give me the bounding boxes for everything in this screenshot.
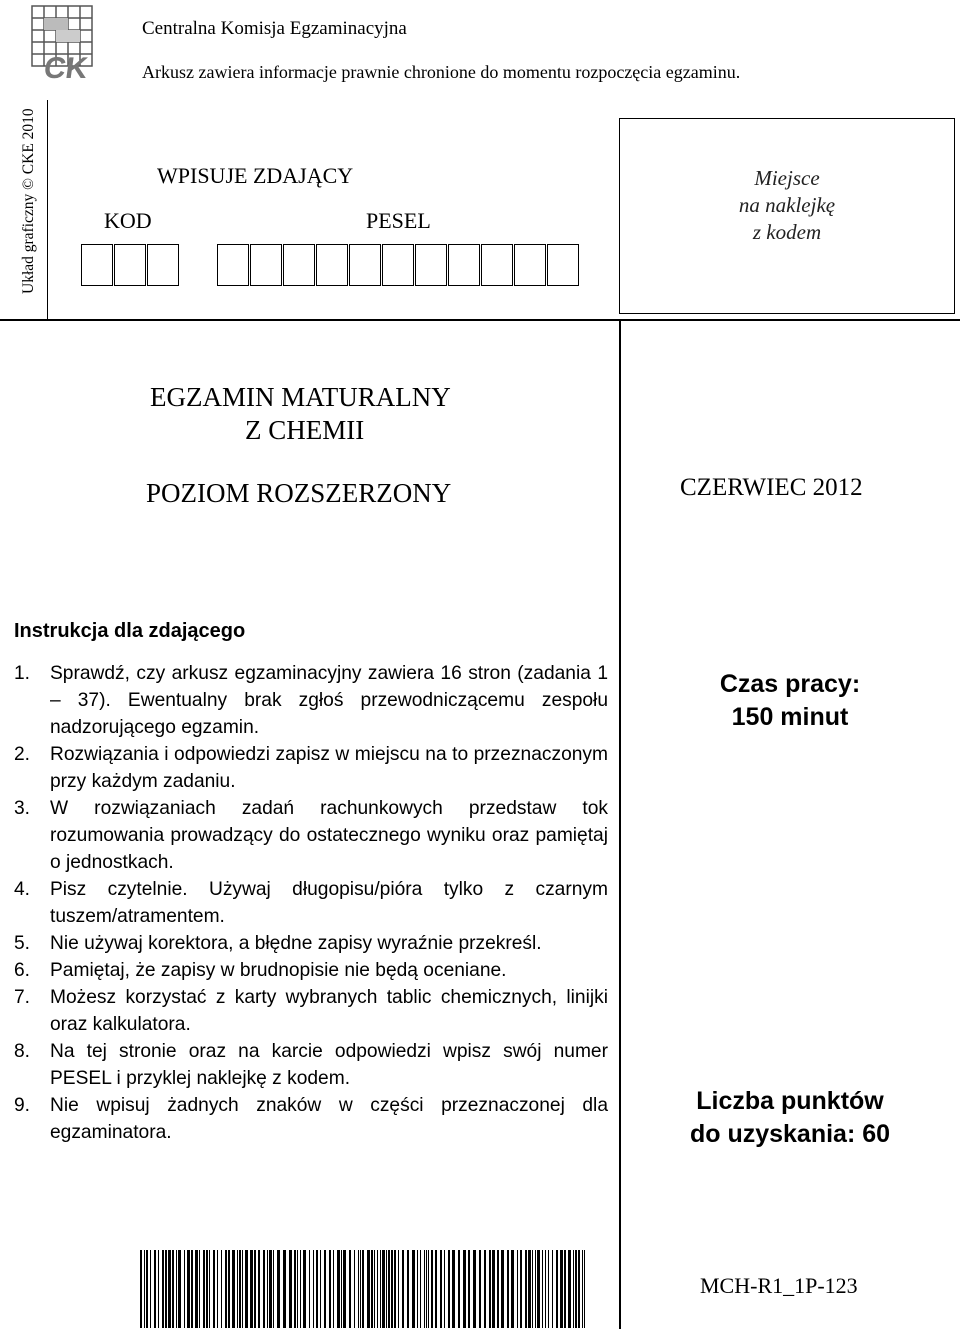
pesel-cell-8[interactable]	[448, 244, 480, 286]
barcode-bar	[552, 1250, 553, 1328]
instruction-number: 8.	[14, 1041, 31, 1062]
barcode-bar	[489, 1250, 491, 1328]
barcode-bar	[382, 1250, 385, 1328]
barcode-bar	[242, 1250, 243, 1328]
pesel-cell-1[interactable]	[217, 244, 249, 286]
barcode-bar	[545, 1250, 546, 1328]
barcode-bar	[394, 1250, 396, 1328]
barcode-bar	[537, 1250, 540, 1328]
time-label: Czas pracy:	[719, 670, 861, 698]
barcode-bar	[245, 1250, 248, 1328]
barcode-bar	[140, 1250, 142, 1328]
pesel-cell-2[interactable]	[250, 244, 282, 286]
barcode-bar	[191, 1250, 193, 1328]
barcode-bar	[420, 1250, 421, 1328]
barcode-bar	[277, 1250, 280, 1328]
barcode-bar	[377, 1250, 378, 1328]
instruction-number: 1.	[14, 663, 31, 684]
pesel-cell-11[interactable]	[547, 244, 579, 286]
sticker-placeholder-text	[619, 165, 955, 246]
barcode-bar	[237, 1250, 238, 1328]
barcode-bar	[258, 1250, 260, 1328]
barcode-bar	[150, 1250, 151, 1328]
instructions-heading: Instrukcja dla zdającego	[14, 620, 246, 642]
barcode-icon	[140, 1250, 590, 1328]
side-divider	[47, 100, 48, 320]
barcode-bar	[584, 1250, 585, 1328]
barcode-bar	[431, 1250, 433, 1328]
barcode-bar	[568, 1250, 571, 1328]
barcode-bar	[424, 1250, 425, 1328]
time-value: 150 minut	[731, 703, 849, 731]
barcode-bar	[520, 1250, 522, 1328]
barcode-bar	[206, 1250, 208, 1328]
kod-label: KOD	[104, 208, 152, 233]
instructions-list	[14, 660, 608, 1146]
barcode-bar	[501, 1250, 504, 1328]
instruction-item	[14, 1038, 608, 1092]
instruction-number: 9.	[14, 1095, 31, 1116]
barcode-bar	[497, 1250, 499, 1328]
kod-cell-1[interactable]	[81, 244, 113, 286]
barcode-bar	[560, 1250, 563, 1328]
barcode-bar	[556, 1250, 558, 1328]
barcode-bar	[511, 1250, 514, 1328]
barcode-bar	[371, 1250, 373, 1328]
instruction-item	[14, 930, 608, 957]
barcode-bar	[444, 1250, 445, 1328]
instruction-text: W rozwiązaniach zadań rachunkowych przedstaw tok rozumowania prowadzący do ostatecznego wyniku oraz pamiętaj o jednostkach.	[50, 798, 608, 873]
barcode-bar	[172, 1250, 174, 1328]
barcode-bar	[468, 1250, 470, 1328]
barcode-bar	[412, 1250, 415, 1328]
vertical-divider	[619, 319, 621, 1329]
barcode-bar	[337, 1250, 340, 1328]
wpisuje-label: WPISUJE ZDAJĄCY	[157, 163, 354, 188]
pesel-cell-9[interactable]	[481, 244, 513, 286]
barcode-bar	[178, 1250, 181, 1328]
barcode-bar	[398, 1250, 399, 1328]
barcode-bar	[573, 1250, 574, 1328]
barcode-bar	[269, 1250, 272, 1328]
instruction-number: 2.	[14, 744, 31, 765]
barcode-bar	[225, 1250, 227, 1328]
pesel-cell-10[interactable]	[514, 244, 546, 286]
barcode-bar	[507, 1250, 509, 1328]
barcode-bar	[294, 1250, 296, 1328]
barcode-bar	[535, 1250, 536, 1328]
barcode-bar	[473, 1250, 476, 1328]
barcode-bar	[532, 1250, 533, 1328]
barcode-bar	[575, 1250, 577, 1328]
time-info	[640, 668, 940, 734]
pesel-label: PESEL	[366, 208, 431, 233]
pesel-cell-3[interactable]	[283, 244, 315, 286]
barcode-bar	[297, 1250, 298, 1328]
barcode-bar	[402, 1250, 404, 1328]
barcode-bar	[263, 1250, 265, 1328]
barcode-bar	[428, 1250, 429, 1328]
instruction-text: Na tej stronie oraz na karcie odpowiedzi wpisz swój numer PESEL i przyklej naklejkę z kodem.	[50, 1041, 608, 1089]
barcode-bar	[525, 1250, 527, 1328]
barcode-bar	[426, 1250, 427, 1328]
barcode-bar	[386, 1250, 387, 1328]
instruction-number: 4.	[14, 879, 31, 900]
barcode-bar	[343, 1250, 346, 1328]
barcode-bar	[267, 1250, 268, 1328]
exam-title-line-2: Z CHEMII	[245, 415, 365, 445]
instruction-number: 5.	[14, 933, 31, 954]
barcode-bar	[316, 1250, 318, 1328]
barcode-bar	[479, 1250, 481, 1328]
exam-date: CZERWIEC 2012	[680, 474, 863, 501]
barcode-bar	[303, 1250, 306, 1328]
barcode-bar	[239, 1250, 241, 1328]
barcode-bar	[452, 1250, 455, 1328]
legal-notice: Arkusz zawiera informacje prawnie chronione do momentu rozpoczęcia egzaminu.	[142, 62, 741, 82]
instruction-item	[14, 741, 608, 795]
sticker-line-3: z kodem	[752, 220, 822, 244]
barcode-bar	[367, 1250, 370, 1328]
instruction-item	[14, 1092, 608, 1146]
barcode-bar	[168, 1250, 171, 1328]
barcode-bar	[463, 1250, 466, 1328]
barcode-bar	[448, 1250, 450, 1328]
barcode-bar	[320, 1250, 321, 1328]
barcode-bar	[329, 1250, 331, 1328]
barcode-bar	[528, 1250, 531, 1328]
instruction-item	[14, 876, 608, 930]
barcode-bar	[360, 1250, 361, 1328]
barcode-bar	[250, 1250, 253, 1328]
barcode-bar	[391, 1250, 393, 1328]
instruction-text: Sprawdź, czy arkusz egzaminacyjny zawiera 16 stron (zadania 1 – 37). Ewentualny brak zgłoś przewodniczącemu zespołu nadzorującego egzamin.	[50, 663, 608, 738]
barcode-bar	[578, 1250, 580, 1328]
barcode-bar	[313, 1250, 314, 1328]
barcode-bar	[273, 1250, 274, 1328]
barcode-bar	[162, 1250, 164, 1328]
barcode-bar	[309, 1250, 310, 1328]
instruction-text: Nie wpisuj żadnych znaków w części przeznaczonej dla egzaminatora.	[50, 1095, 608, 1143]
sticker-line-1: Miejsce	[754, 166, 820, 190]
barcode-bar	[217, 1250, 218, 1328]
barcode-bar	[324, 1250, 326, 1328]
instruction-text: Pamiętaj, że zapisy w brudnopisie nie będą oceniane.	[50, 960, 507, 981]
barcode-bar	[582, 1250, 583, 1328]
barcode-bar	[542, 1250, 543, 1328]
exam-title-line-1: EGZAMIN MATURALNY	[150, 382, 451, 412]
barcode-bar	[440, 1250, 442, 1328]
barcode-bar	[154, 1250, 156, 1328]
instruction-item	[14, 795, 608, 876]
barcode-bar	[358, 1250, 359, 1328]
barcode-bar	[232, 1250, 235, 1328]
barcode-bar	[283, 1250, 286, 1328]
barcode-bar	[289, 1250, 292, 1328]
pesel-cell-7[interactable]	[415, 244, 447, 286]
barcode-bar	[380, 1250, 381, 1328]
barcode-bar	[333, 1250, 334, 1328]
instruction-number: 7.	[14, 987, 31, 1008]
side-copyright-label: Układ graficzny © CKE 2010	[20, 108, 37, 294]
barcode-bar	[165, 1250, 167, 1328]
barcode-bar	[187, 1250, 190, 1328]
pesel-cell-4[interactable]	[316, 244, 348, 286]
barcode-bar	[184, 1250, 185, 1328]
barcode-bar	[362, 1250, 364, 1328]
barcode-bar	[213, 1250, 215, 1328]
instruction-item	[14, 984, 608, 1038]
barcode-bar	[254, 1250, 256, 1328]
horizontal-divider	[0, 319, 960, 321]
pesel-cell-5[interactable]	[349, 244, 381, 286]
instruction-number: 6.	[14, 960, 31, 981]
pesel-cell-6[interactable]	[382, 244, 414, 286]
barcode-bar	[354, 1250, 355, 1328]
exam-code: MCH-R1_1P-123	[700, 1273, 858, 1298]
barcode-bar	[417, 1250, 418, 1328]
kod-cell-3[interactable]	[147, 244, 179, 286]
barcode-bar	[144, 1250, 145, 1328]
barcode-bar	[388, 1250, 390, 1328]
barcode-bar	[221, 1250, 222, 1328]
barcode-bar	[484, 1250, 486, 1328]
instruction-text: Rozwiązania i odpowiedzi zapisz w miejscu na to przeznaczonym przy każdym zadaniu.	[50, 744, 608, 792]
instruction-item	[14, 957, 608, 984]
barcode-bar	[228, 1250, 230, 1328]
organization-name: Centralna Komisja Egzaminacyjna	[142, 18, 407, 39]
exam-level: POZIOM ROZSZERZONY	[146, 478, 452, 508]
barcode-bar	[564, 1250, 566, 1328]
barcode-bar	[209, 1250, 210, 1328]
barcode-bar	[199, 1250, 200, 1328]
barcode-bar	[517, 1250, 518, 1328]
barcode-bar	[548, 1250, 549, 1328]
instruction-item	[14, 660, 608, 741]
barcode-bar	[203, 1250, 205, 1328]
points-info	[640, 1085, 940, 1151]
instruction-text: Nie używaj korektora, a błędne zapisy wyraźnie przekreśl.	[50, 933, 542, 954]
barcode-bar	[349, 1250, 351, 1328]
barcode-bar	[492, 1250, 495, 1328]
barcode-bar	[146, 1250, 148, 1328]
barcode-bar	[300, 1250, 301, 1328]
barcode-bar	[435, 1250, 437, 1328]
barcode-bar	[158, 1250, 159, 1328]
barcode-bar	[374, 1250, 375, 1328]
logo-text: CK	[41, 52, 90, 85]
points-value: do uzyskania: 60	[689, 1120, 891, 1148]
barcode-bar	[341, 1250, 342, 1328]
barcode-bar	[407, 1250, 409, 1328]
kod-cell-2[interactable]	[114, 244, 146, 286]
instruction-text: Możesz korzystać z karty wybranych tablic chemicznych, linijki oraz kalkulatora.	[50, 987, 608, 1035]
barcode-bar	[195, 1250, 198, 1328]
points-label: Liczba punktów	[696, 1087, 884, 1115]
barcode-bar	[176, 1250, 177, 1328]
instruction-number: 3.	[14, 798, 31, 819]
barcode-bar	[458, 1250, 460, 1328]
sticker-line-2: na naklejkę	[738, 193, 836, 217]
instruction-text: Pisz czytelnie. Używaj długopisu/pióra tylko z czarnym tuszem/atramentem.	[50, 879, 608, 927]
